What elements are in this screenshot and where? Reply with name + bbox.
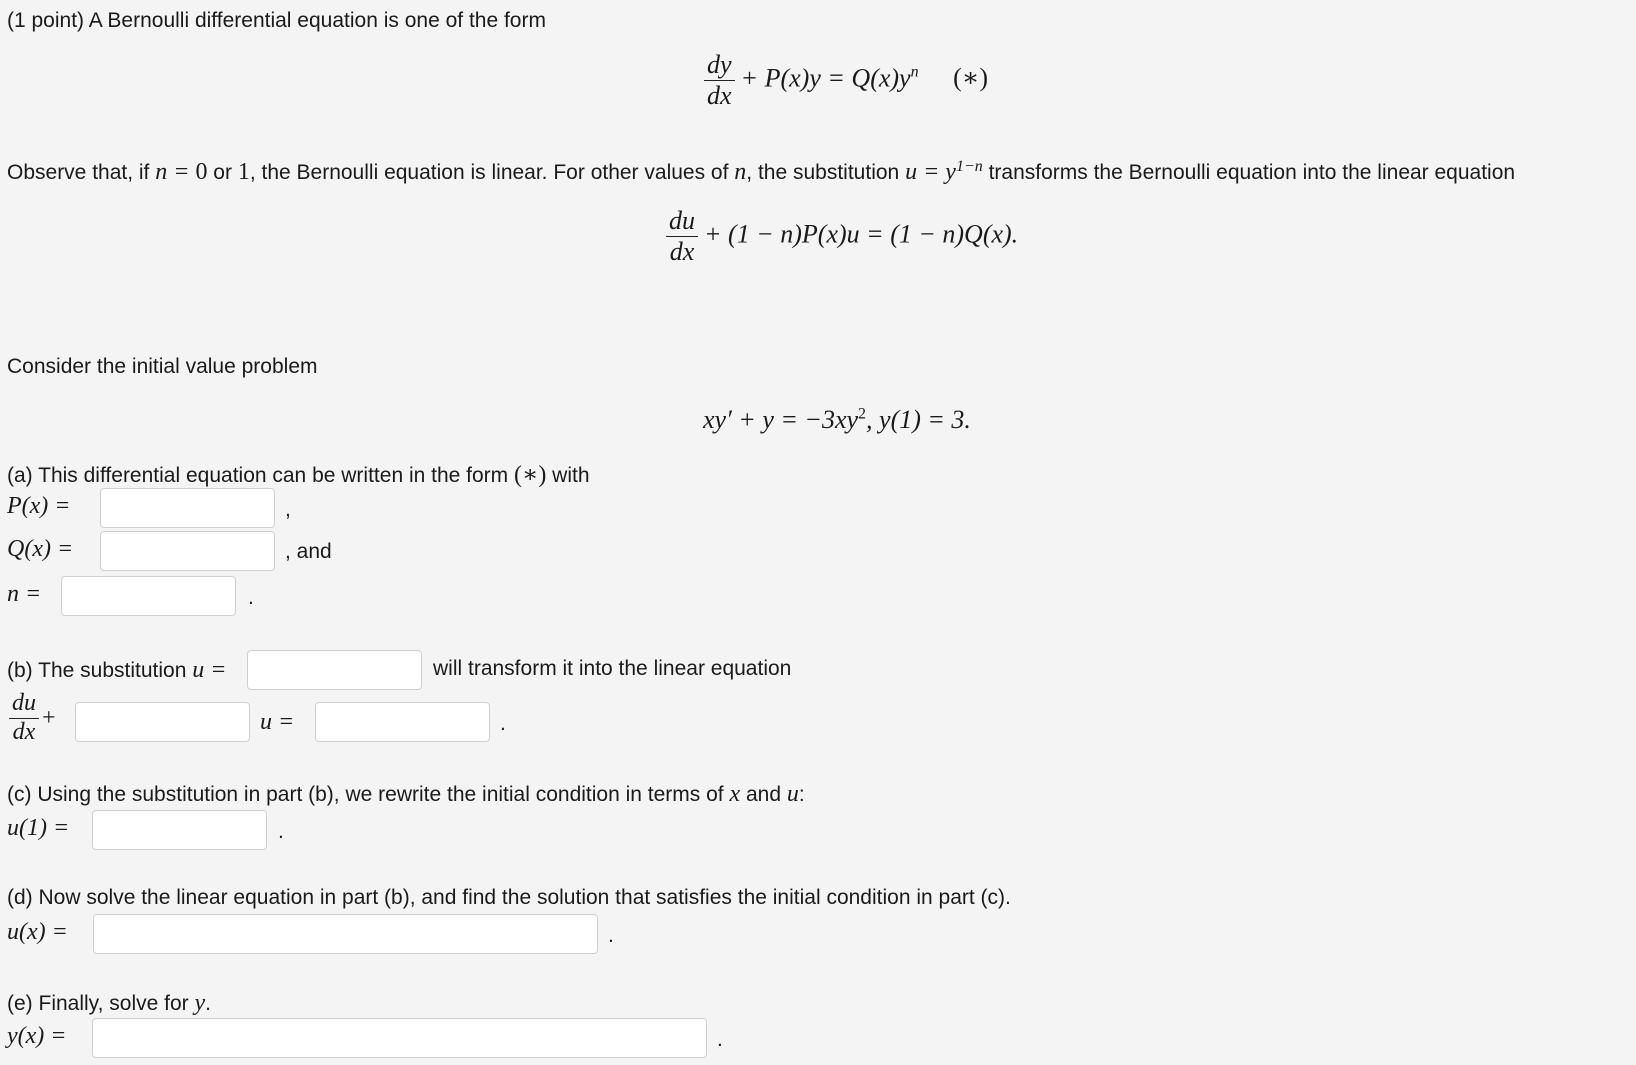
coefficient-input[interactable] — [75, 702, 250, 742]
u-equals-label: u = — [260, 709, 295, 735]
c-period: . — [278, 820, 284, 843]
d-period: . — [608, 924, 614, 947]
u1-input[interactable] — [92, 810, 267, 850]
du-dx-fraction-b: $\frac{du}{dx}$ — [9, 690, 45, 746]
q-input[interactable] — [100, 531, 275, 571]
du-dx-fraction: $\frac{du}{dx}$ — [666, 206, 698, 267]
part-c-prompt: (c) Using the substitution in part (b), we rewrite the initial condition in terms of x and u: — [7, 781, 805, 807]
e-period: . — [717, 1028, 723, 1051]
b-period: . — [500, 712, 506, 735]
part-b-prompt: (b) The substitution u = — [7, 657, 227, 683]
p-label: P(x) = — [7, 493, 71, 519]
u1-label: u(1) = — [7, 815, 70, 841]
q-label: Q(x) = — [7, 536, 74, 562]
dy-dx-fraction: $\frac{dy}{dx}$ — [704, 50, 735, 111]
n-label: n = — [7, 581, 42, 607]
consider-text: Consider the initial value problem — [7, 355, 318, 378]
substitution-input[interactable] — [247, 650, 422, 690]
ux-input[interactable] — [93, 914, 598, 954]
part-b-after: will transform it into the linear equation — [433, 657, 792, 680]
yx-label: y(x) = — [7, 1023, 67, 1049]
ux-label: u(x) = — [7, 919, 68, 945]
bernoulli-equation: $\frac{dy}{dx}$ + $P(x)y = Q(x)y^n$ (∗) — [704, 50, 988, 111]
p-input[interactable] — [100, 488, 275, 528]
rhs-input[interactable] — [315, 702, 490, 742]
points-label: (1 point) — [7, 9, 85, 32]
n-input[interactable] — [61, 576, 236, 616]
part-a-prompt: (a) This differential equation can be written in the form (∗) with — [7, 462, 590, 488]
initial-value-problem: $xy' + y = -3xy^2$, y(1) = 3. — [703, 405, 971, 434]
observe-paragraph: Observe that, if n = 0 or 1, the Bernoulli equation is linear. For other values of n, the substitution $u = y^{1-n}$ transforms the Bernoulli equation into the linear equation — [7, 158, 1516, 185]
plus-sign: + — [42, 705, 56, 731]
intro-line — [7, 9, 546, 33]
p-comma: , — [285, 498, 291, 521]
equation-tag: (∗) — [953, 63, 989, 93]
part-d-prompt: (d) Now solve the linear equation in part (b), and find the solution that satisfies the initial condition in part (c). — [7, 886, 1011, 909]
intro-text: A Bernoulli differential equation is one of the form — [88, 9, 546, 32]
n-period: . — [248, 586, 254, 609]
equation-rest: + P(x)y = Q(x)y — [740, 63, 911, 93]
linear-equation: $\frac{du}{dx}$ + (1 − n)P(x)u = (1 − n)Q(x). — [666, 206, 1018, 267]
q-and: , and — [285, 540, 332, 563]
part-e-prompt: (e) Finally, solve for y. — [7, 990, 212, 1016]
yx-input[interactable] — [92, 1018, 707, 1058]
